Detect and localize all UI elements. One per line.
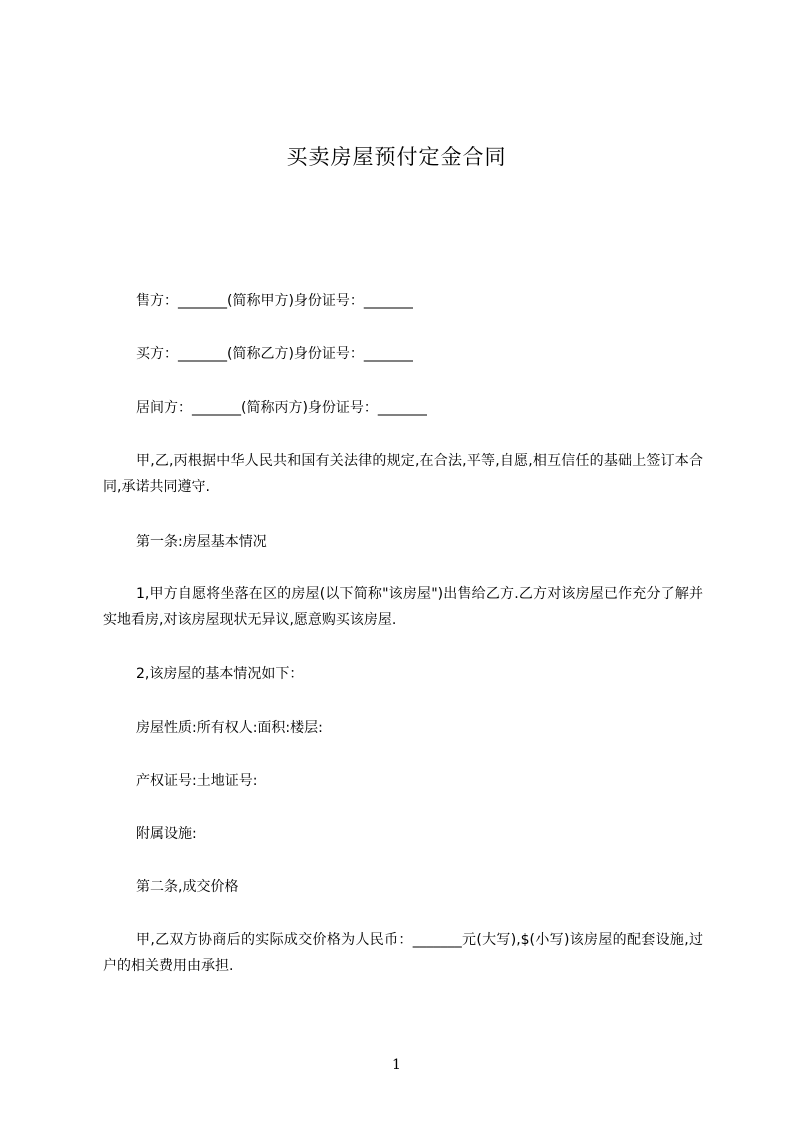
document-title: 买卖房屋预付定金合同 <box>286 145 507 169</box>
article-2-paragraph: 甲,乙双方协商后的实际成交价格为人民币：_______元(大写),$(小写)该房屋的配套设施,过户的相关费用由承担. <box>103 932 703 974</box>
article-2-heading: 第二条,成交价格 <box>136 879 239 895</box>
broker-line: 居间方：_______(简称丙方)身份证号：_______ <box>136 400 427 416</box>
intro-paragraph: 甲,乙,丙根据中华人民共和国有关法律的规定,在合法,平等,自愿,相互信任的基础上签订本合同,承诺共同遵守. <box>103 453 703 495</box>
article-1-heading: 第一条:房屋基本情况 <box>136 534 267 550</box>
article-1-clause-1: 1,甲方自愿将坐落在区的房屋(以下简称"该房屋")出售给乙方.乙方对该房屋已作充分了解并实地看房,对该房屋现状无异议,愿意购买该房屋. <box>103 586 703 628</box>
certificate-line: 产权证号:土地证号: <box>136 773 258 789</box>
property-nature-line: 房屋性质:所有权人:面积:楼层: <box>136 720 323 736</box>
seller-line: 售方：_______(简称甲方)身份证号：_______ <box>136 293 413 309</box>
article-1-clause-2: 2,该房屋的基本情况如下： <box>136 666 304 682</box>
page-number: 1 <box>392 1057 401 1073</box>
facilities-line: 附属设施: <box>136 826 197 842</box>
buyer-line: 买方：_______(简称乙方)身份证号：_______ <box>136 346 413 362</box>
